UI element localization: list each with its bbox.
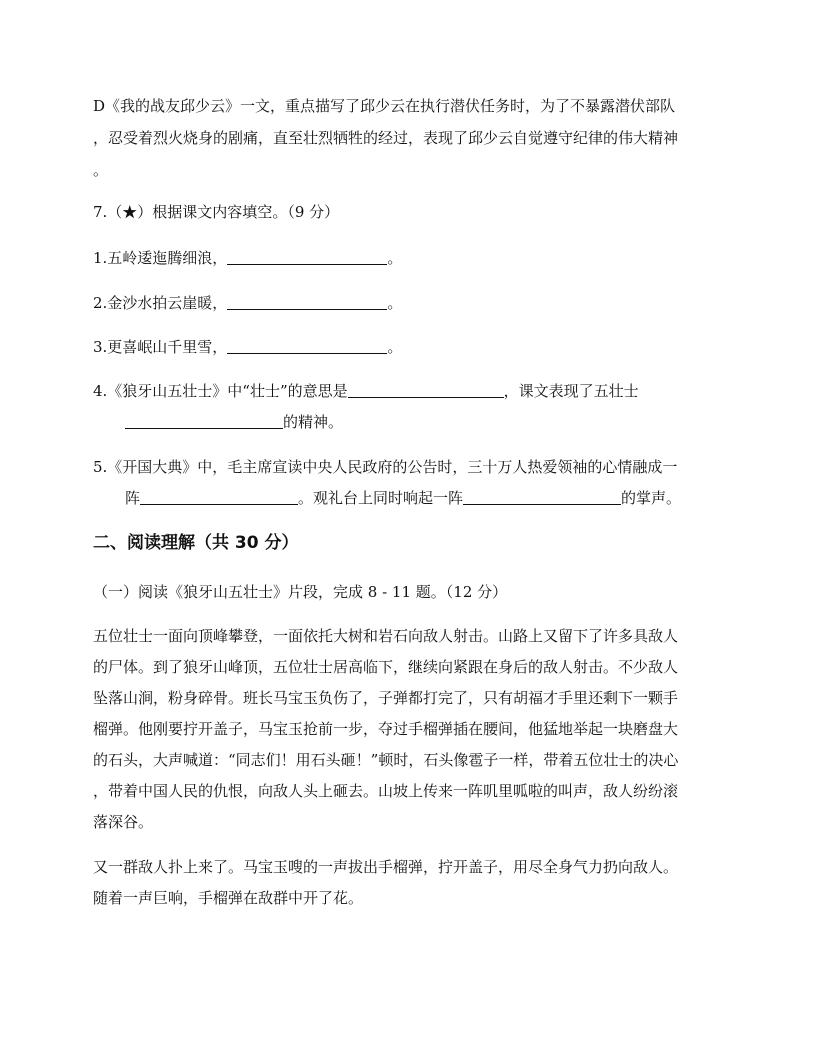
item-3-end: 。 — [387, 338, 403, 356]
item-4-text-c: 的精神。 — [283, 413, 344, 431]
item-5-text-d: 的掌声。 — [621, 489, 682, 507]
paragraph-1-line-3: 坠落山涧，粉身碎骨。班长马宝玉负伤了，子弹都打完了，只有胡福才手里还剩下一颗手 — [93, 689, 679, 707]
question-7-item-1 — [93, 248, 402, 268]
paragraph-1-line-5: 的石头，大声喊道：“同志们！用石头砸！”顿时，石头像雹子一样，带着五位壮士的决心 — [93, 751, 679, 769]
answer-blank[interactable] — [463, 489, 621, 505]
paragraph-1-line-1: 五位壮士一面向顶峰攀登，一面依托大树和岩石向敌人射击。山路上又留下了许多具敌人 — [93, 627, 679, 645]
answer-blank[interactable] — [125, 413, 283, 429]
item-4-text-a: 4.《狼牙山五壮士》中“壮士”的意思是 — [93, 382, 348, 400]
question-7-item-4-line-2 — [125, 412, 343, 432]
passage-d-line-1: D《我的战友邱少云》一文，重点描写了邱少云在执行潜伏任务时，为了不暴露潜伏部队 — [93, 97, 676, 115]
question-7-item-3 — [93, 337, 402, 357]
paragraph-2-line-1: 又一群敌人扑上来了。马宝玉嗖的一声拔出手榴弹，拧开盖子，用尽全身气力扔向敌人。 — [93, 858, 679, 876]
answer-blank[interactable] — [348, 382, 504, 398]
answer-blank[interactable] — [227, 338, 387, 354]
item-2-end: 。 — [387, 294, 403, 312]
item-2-text: 2.金沙水拍云崖暖， — [93, 294, 228, 312]
item-1-text: 1.五岭逶迤腾细浪， — [93, 249, 228, 267]
answer-blank[interactable] — [227, 294, 387, 310]
passage-d-line-3: 。 — [93, 161, 109, 179]
question-7-item-2 — [93, 293, 402, 313]
paragraph-1-line-6: ，带着中国人民的仇恨，向敌人头上砸去。山坡上传来一阵叽里呱啦的叫声，敌人纷纷滚 — [93, 782, 679, 800]
answer-blank[interactable] — [227, 249, 387, 265]
question-7-item-5-line-1: 5.《开国大典》中，毛主席宣读中央人民政府的公告时，三十万人热爱领袖的心情融成一 — [93, 458, 678, 476]
question-7-item-4-line-1 — [93, 381, 639, 401]
paragraph-1-line-7: 落深谷。 — [93, 813, 154, 831]
question-7-item-5-line-2 — [125, 488, 681, 508]
item-5-text-c: 。观礼台上同时响起一阵 — [298, 489, 464, 507]
answer-blank[interactable] — [140, 489, 298, 505]
passage-d-line-2: ，忍受着烈火烧身的剧痛，直至壮烈牺牲的经过，表现了邱少云自觉遵守纪律的伟大精神 — [93, 129, 679, 147]
item-4-text-b: ，课文表现了五壮士 — [503, 382, 639, 400]
item-1-end: 。 — [387, 249, 403, 267]
paragraph-2-line-2: 随着一声巨响，手榴弹在敌群中开了花。 — [93, 889, 364, 907]
paragraph-1-line-2: 的尸体。到了狼牙山峰顶，五位壮士居高临下，继续向紧跟在身后的敌人射击。不少敌人 — [93, 658, 679, 676]
question-7-title: 7.（★）根据课文内容填空。（9 分） — [93, 203, 340, 221]
item-5-text-b: 阵 — [125, 489, 141, 507]
section-2-subheading: （一）阅读《狼牙山五壮士》片段，完成 8 - 11 题。（12 分） — [93, 583, 508, 601]
paragraph-1-line-4: 榴弹。他刚要拧开盖子，马宝玉抢前一步，夺过手榴弹插在腰间，他猛地举起一块磨盘大 — [93, 720, 679, 738]
item-3-text: 3.更喜岷山千里雪， — [93, 338, 228, 356]
section-2-heading: 二、阅读理解（共 30 分） — [93, 533, 299, 553]
